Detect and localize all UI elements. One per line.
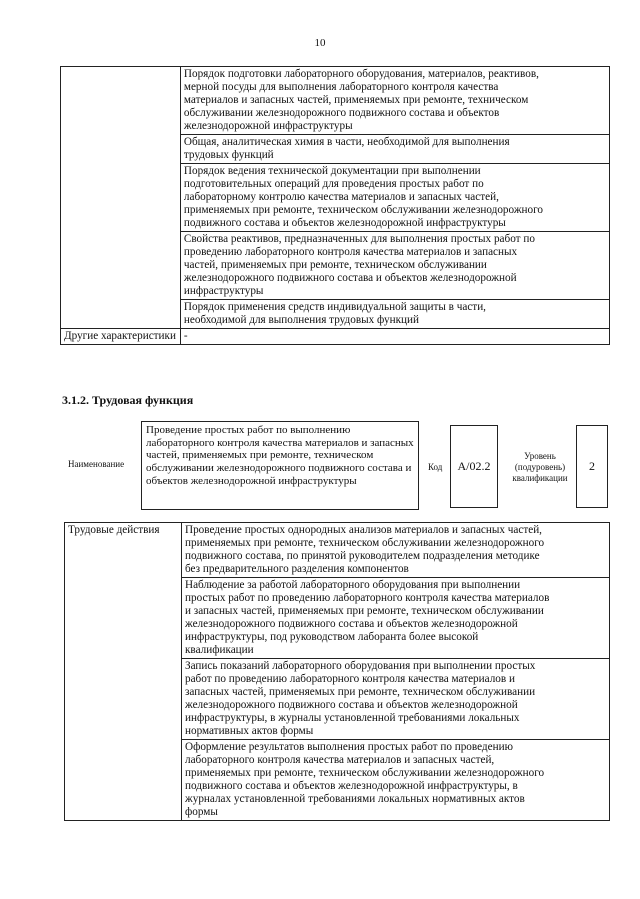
text-line: работ по проведению лабораторного контроля качества материалов и: [185, 673, 515, 685]
text-line: лабораторного контроля качества материалов и запасных частей,: [185, 754, 495, 766]
text-line: мерной посуды для выполнения лабораторного контроля качества: [183, 81, 499, 93]
text-line: Оформление результатов выполнения простых работ по проведению: [185, 741, 513, 753]
text-line: Порядок применения средств индивидуальной защиты в части,: [183, 301, 486, 313]
text-line: железнодорожного подвижного состава и объектов железнодорожной: [183, 272, 517, 284]
text-line: проведению лабораторного контроля качества материалов и запасных: [183, 246, 518, 258]
text-line: материалов и запасных частей, применяемых при ремонте, техническом: [183, 94, 529, 106]
action-cell: [182, 523, 610, 578]
text-line: Порядок подготовки лабораторного оборудования, материалов, реактивов,: [183, 68, 539, 80]
text-line: простых работ по проведению лабораторного контроля качества материалов: [185, 592, 550, 604]
text-line: применяемых при ремонте, техническом обслуживании железнодорожного: [185, 767, 545, 779]
knowledge-cell: [180, 164, 609, 232]
table-row: [61, 67, 610, 135]
text-line: Проведение простых однородных анализов материалов и запасных частей,: [185, 524, 542, 536]
text-line: обслуживании железнодорожного подвижного состава и объектов: [183, 107, 500, 119]
text-line: Наблюдение за работой лабораторного оборудования при выполнении: [185, 579, 521, 591]
action-cell: [182, 659, 610, 740]
action-cell: [182, 740, 610, 821]
labor-actions-table: [64, 522, 610, 821]
text-line: применяемых при ремонте, техническом обслуживании железнодорожного: [185, 537, 545, 549]
knowledge-cell: [180, 300, 609, 329]
code-value: А/02.2: [450, 425, 498, 508]
text-line: железнодорожного подвижного состава и объектов железнодорожной: [185, 618, 518, 630]
code-label: Код: [428, 462, 443, 472]
text-line: Общая, аналитическая химия в части, необходимой для выполнения: [183, 136, 510, 148]
qualification-level-value: 2: [576, 425, 608, 508]
text-line: квалификации: [185, 644, 254, 656]
text-line: применяемых при ремонте, техническом обслуживании железнодорожного: [183, 204, 544, 216]
text-line: Порядок ведения технической документации при выполнении: [183, 165, 481, 177]
text-line: инфраструктуры: [183, 285, 264, 297]
qualification-level-label: Уровень (подуровень) квалификации: [512, 451, 568, 483]
knowledge-table: [60, 66, 610, 345]
text-line: инфраструктуры, в журналы установленной требованиями локальных: [185, 712, 520, 724]
knowledge-cell: [180, 67, 609, 135]
text-line: железнодорожного подвижного состава и объектов железнодорожной: [185, 699, 518, 711]
text-line: подвижного состава, по принятой руководителем подразделения методике: [185, 550, 540, 562]
knowledge-cell: [180, 232, 609, 300]
text-line: и запасных частей, применяемых при ремонте, техническом обслуживании: [185, 605, 544, 617]
text-line: нормативных актов формы: [185, 725, 314, 737]
action-cell: [182, 578, 610, 659]
text-line: без предварительного разделения компонентов: [185, 563, 409, 575]
text-line: запасных частей, применяемых при ремонте, техническом обслуживании: [185, 686, 536, 698]
knowledge-cell: [180, 135, 609, 164]
table-row: [65, 523, 610, 578]
text-line: Запись показаний лабораторного оборудования при выполнении простых: [185, 660, 536, 672]
text-line: формы: [185, 806, 218, 818]
page-number: 10: [314, 37, 326, 49]
text-line: Свойства реактивов, предназначенных для выполнения простых работ по: [183, 233, 535, 245]
text-line: подготовительных операций для проведения простых работ по: [183, 178, 484, 190]
text-line: подвижного состава и объектов железнодорожной инфраструктуры, в: [185, 780, 518, 792]
other-characteristics-value: -: [180, 329, 609, 345]
other-characteristics-label: Другие характеристики: [61, 329, 181, 345]
labor-actions-label: Трудовые действия: [65, 523, 182, 821]
text-line: инфраструктуры, под руководством лаборанта более высокой: [185, 631, 479, 643]
section-title: 3.1.2. Трудовая функция: [62, 393, 194, 407]
text-line: лабораторному контролю качества материалов и запасных частей,: [183, 191, 499, 203]
text-line: журналах установленной требованиями локальных нормативных актов: [185, 793, 525, 805]
text-line: трудовых функций: [183, 149, 274, 161]
table-row: [61, 329, 610, 345]
label-cell-empty: [61, 67, 181, 329]
text-line: железнодорожной инфраструктуры: [183, 120, 353, 132]
text-line: необходимой для выполнения трудовых функций: [183, 314, 419, 326]
text-line: подвижного состава и объектов железнодорожной инфраструктуры: [183, 217, 506, 229]
text-line: частей, применяемых при ремонте, техническом обслуживании: [183, 259, 487, 271]
name-label: Наименование: [68, 459, 125, 469]
function-name-box: Проведение простых работ по выполнению лабораторного контроля качества материалов и запасных частей, применяемых при ремонте, техническом обслуживании железнодорожного подвижного состава и объектов железнодорожной инфраструктуры: [141, 421, 419, 510]
